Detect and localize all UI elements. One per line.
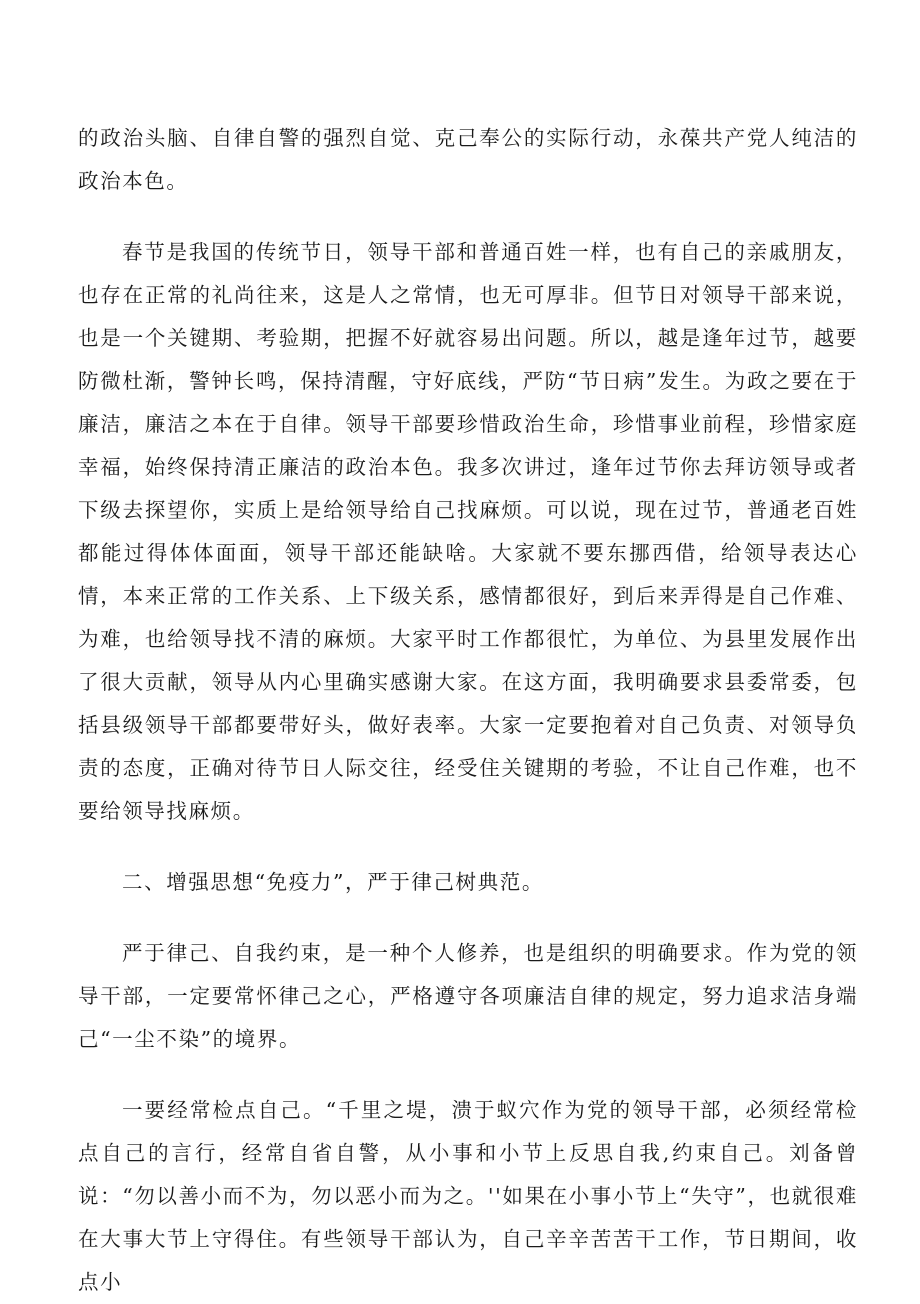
section-heading: 二、增强思想“免疫力”，严于律己树典范。 [122, 870, 544, 894]
paragraph-self-examination: 一要经常检点自己。“千里之堤，溃于蚁穴作为党的领导干部，必须经常检点自己的言行，经常自省自警，从小事和小节上反思自我,约束自己。刘备曾说：“勿以善小而不为，勿以恶小而为之。''如果在小事小节上“失守”，也就很难在大事大节上守得住。有些领导干部认为，自己辛辛苦苦干工作，节日期间，收点小 [78, 1098, 859, 1294]
paragraph-spring-festival: 春节是我国的传统节日，领导干部和普通百姓一样，也有自己的亲戚朋友，也存在正常的礼尚往来，这是人之常情，也无可厚非。但节日对领导干部来说，也是一个关键期、考验期，把握不好就容易出问题。所以，越是逢年过节，越要防微杜渐，警钟长鸣，保持清醒，守好底线，严防“节日病”发生。为政之要在于廉洁，廉洁之本在于自律。领导干部要珍惜政治生命，珍惜事业前程，珍惜家庭幸福，始终保持清正廉洁的政治本色。我多次讲过，逢年过节你去拜访领导或者下级去探望你，实质上是给领导给自己找麻烦。可以说，现在过节，普通老百姓都能过得体体面面，领导干部还能缺啥。大家就不要东挪西借，给领导表达心情，本来正常的工作关系、上下级关系，感情都很好，到后来弄得是自己作难、为难，也给领导找不清的麻烦。大家平时工作都很忙，为单位、为县里发展作出了很大贡献，领导从内心里确实感谢大家。在这方面，我明确要求县委常委，包括县级领导干部都要带好头，做好表率。大家一定要抱着对自己负责、对领导负责的态度，正确对待节日人际交往，经受住关键期的考验，不让自己作难，也不要给领导找麻烦。 [78, 240, 858, 823]
paragraph-self-discipline: 严于律己、自我约束，是一种个人修养，也是组织的明确要求。作为党的领导干部，一定要常怀律己之心，严格遵守各项廉洁自律的规定，努力追求洁身端己“一尘不染”的境界。 [78, 941, 858, 1051]
paragraph-continued: 的政治头脑、自律自警的强烈自觉、克己奉公的实际行动，永葆共产党人纯洁的政治本色。 [78, 126, 858, 193]
